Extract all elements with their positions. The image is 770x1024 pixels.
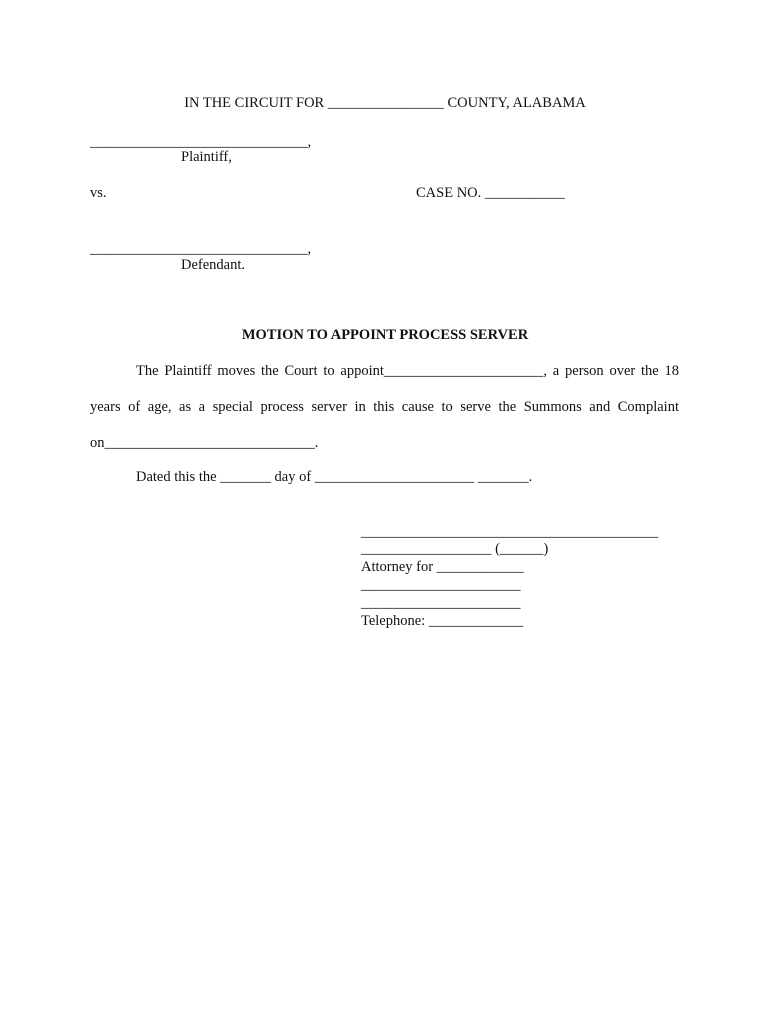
attorney-name-line: __________________ (______): [361, 541, 549, 557]
motion-title: MOTION TO APPOINT PROCESS SERVER: [241, 327, 529, 343]
defendant-name-blank: ______________________________,: [90, 241, 312, 257]
motion-paragraph-line-2: years of age, as a special process server in this cause to serve the Summons and Complaint: [90, 399, 679, 415]
address-line-2: ______________________: [361, 595, 521, 611]
versus-label: vs.: [90, 185, 107, 201]
case-number: CASE NO. ___________: [416, 185, 565, 201]
address-line-1: ______________________: [361, 577, 521, 593]
motion-paragraph-line-3: on_____________________________.: [90, 435, 319, 451]
dated-line: Dated this the _______ day of ______________________ _______.: [136, 469, 533, 485]
attorney-for-line: Attorney for ____________: [361, 559, 524, 575]
defendant-label: Defendant.: [181, 257, 246, 273]
signature-line: _________________________________________: [361, 524, 659, 540]
plaintiff-name-blank: ______________________________,: [90, 134, 312, 150]
telephone-line: Telephone: _____________: [361, 613, 524, 629]
court-heading: IN THE CIRCUIT FOR ________________ COUNTY, ALABAMA: [184, 95, 586, 111]
plaintiff-label: Plaintiff,: [181, 149, 232, 165]
motion-paragraph-line-1: [90, 362, 679, 380]
motion-paragraph-line-1-text: The Plaintiff moves the Court to appoint______________________, a person over the 18: [136, 363, 679, 379]
